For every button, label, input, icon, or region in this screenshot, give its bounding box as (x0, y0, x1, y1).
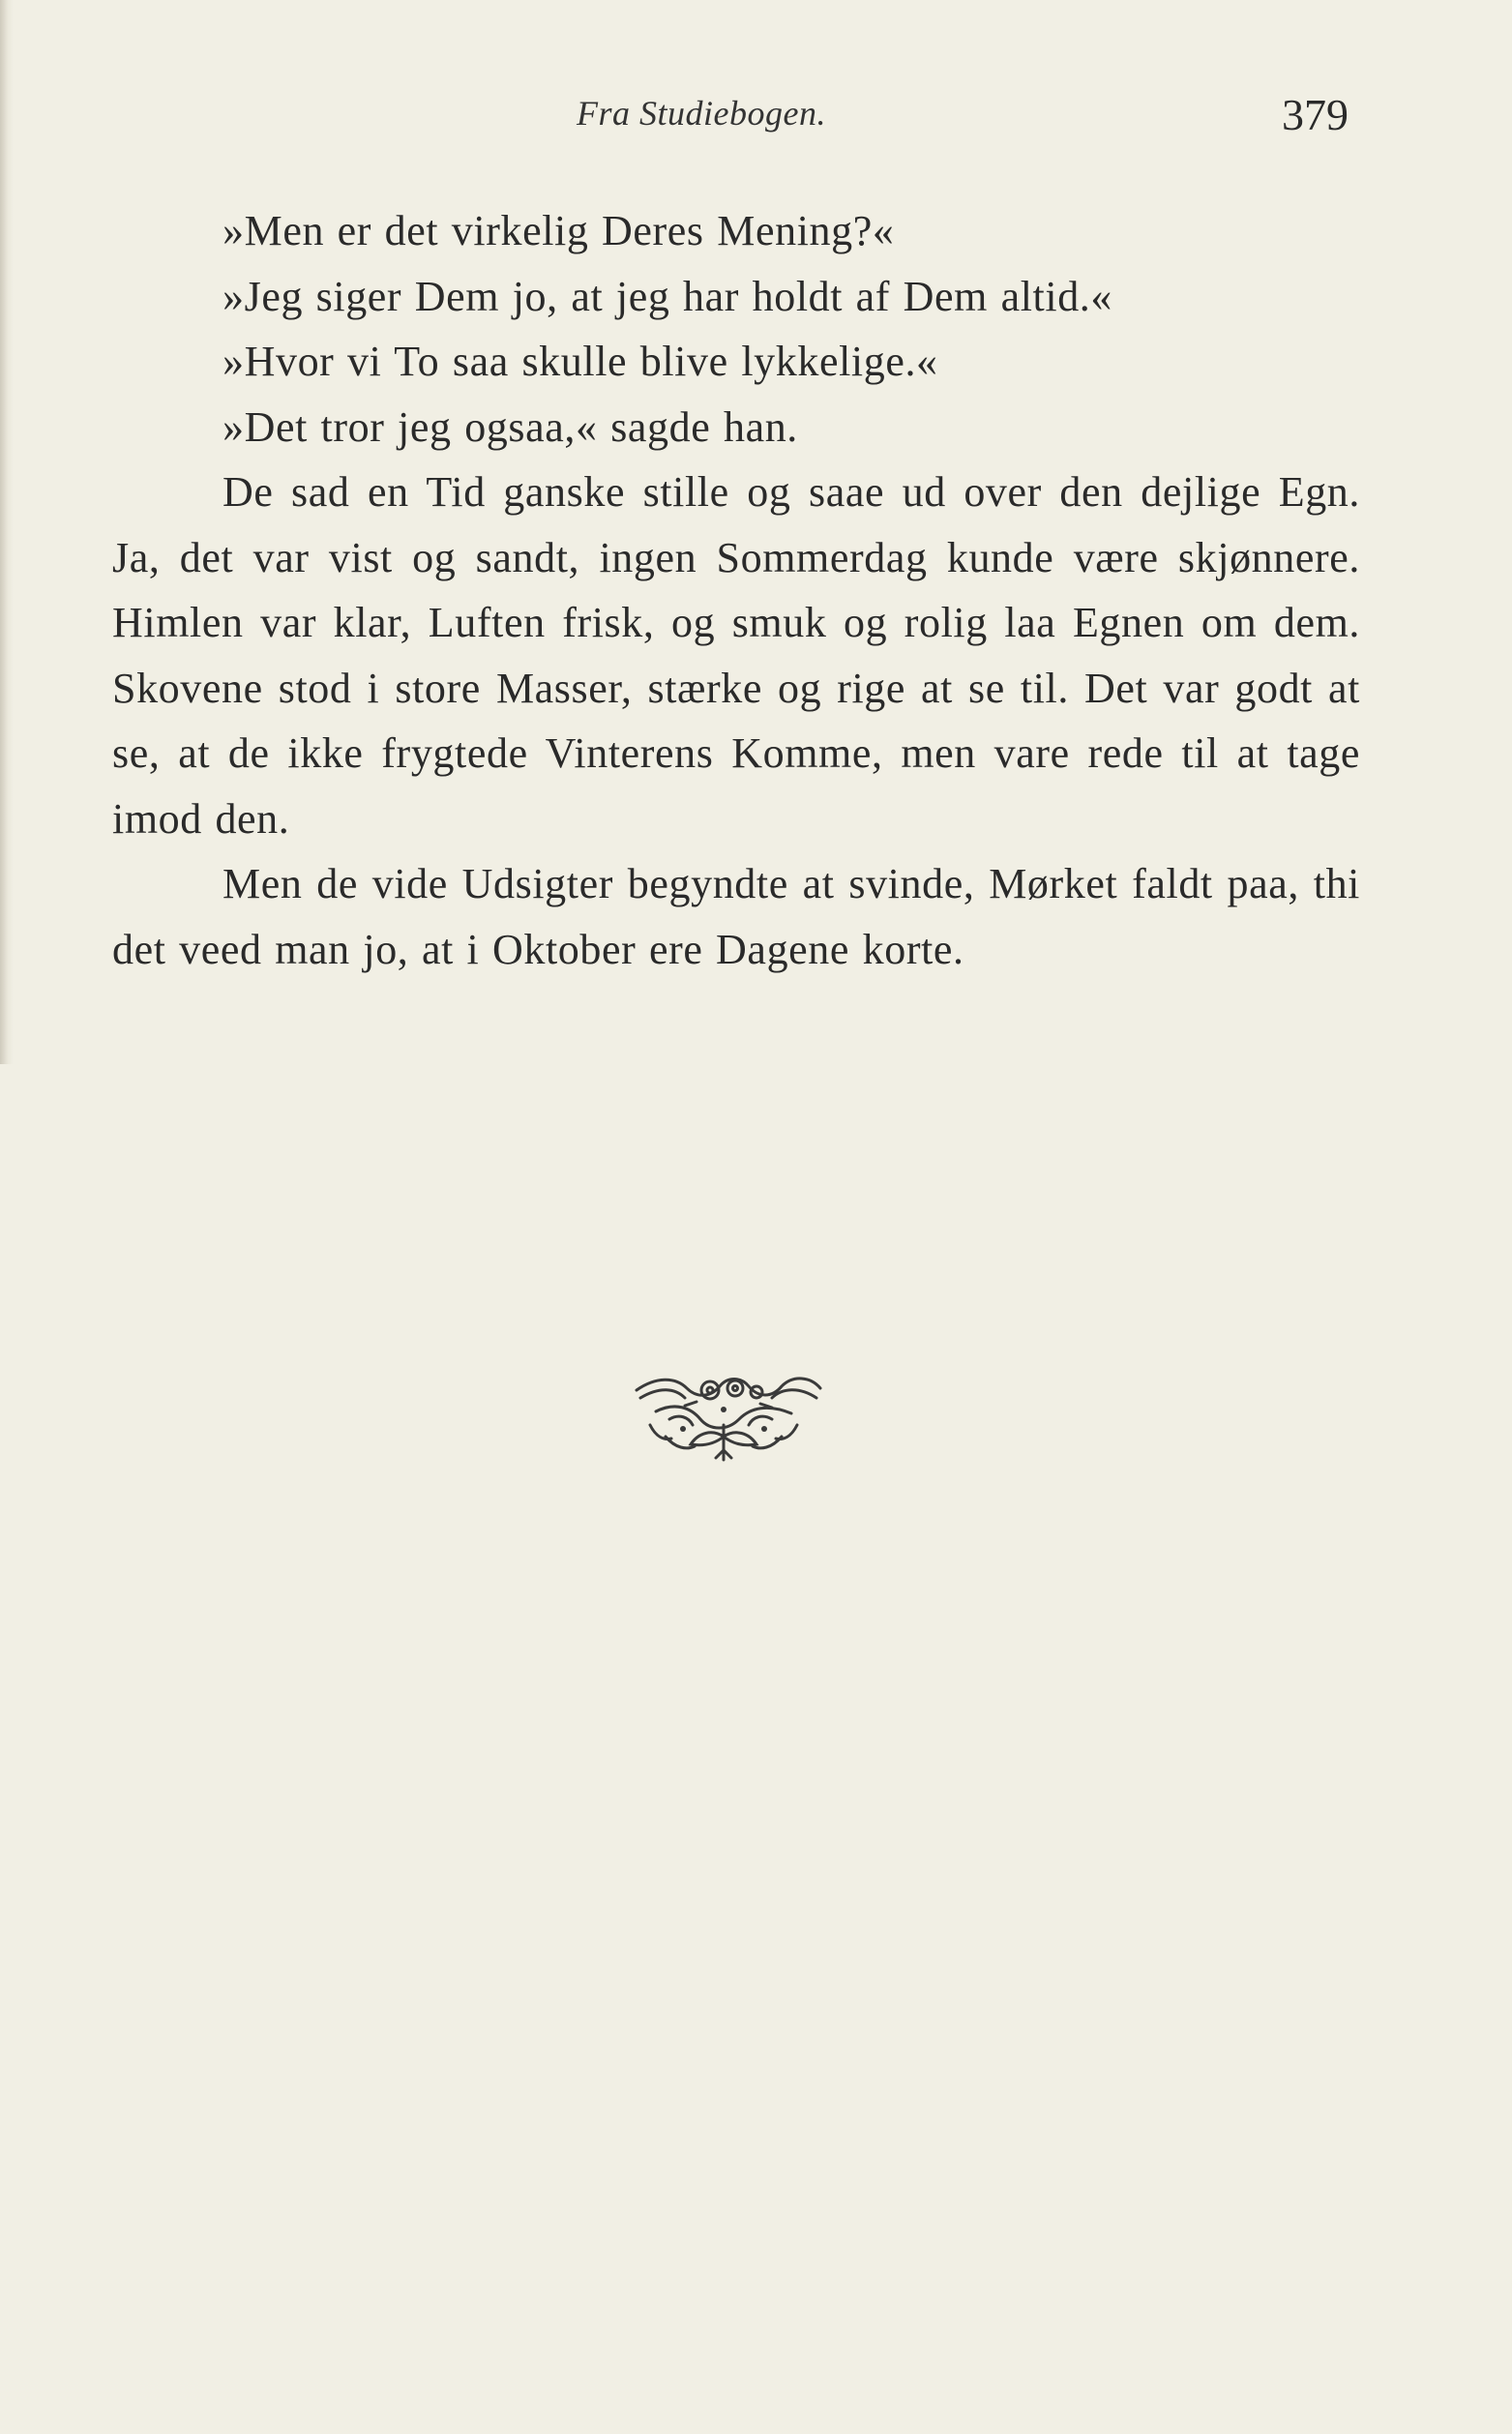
paragraph: »Men er det virkelig Deres Mening?« (222, 207, 895, 254)
paragraph: »Jeg siger Dem jo, at jeg har holdt af Dem altid.« (222, 272, 1112, 320)
page-header (0, 89, 1512, 147)
page-number: 379 (1282, 90, 1349, 139)
running-title: Fra Studiebogen. (577, 94, 826, 133)
paragraph: Men de vide Udsigter begyndte at svinde, Mørket faldt paa, thi det veed man jo, at i Oktober ere Dagene korte. (112, 860, 1360, 973)
paragraph: De sad en Tid ganske stille og saae ud over den dejlige Egn. Ja, det var vist og sandt, ingen Sommerdag kunde være skjønnere. Himlen var klar, Luften frisk, og smuk og rolig laa Egnen om dem. Skovene stod i store Masser, stærke og rige at se til. Det var godt at se, at de ikke frygtede Vinterens Komme, men vare rede til at tage imod den. (112, 468, 1360, 843)
floral-tailpiece-icon (627, 1369, 830, 1466)
page-edge (0, 0, 14, 1064)
body-text (112, 198, 1360, 982)
paragraph: »Hvor vi To saa skulle blive lykkelige.« (222, 338, 938, 385)
paragraph: »Det tror jeg ogsaa,« sagde han. (222, 402, 798, 451)
